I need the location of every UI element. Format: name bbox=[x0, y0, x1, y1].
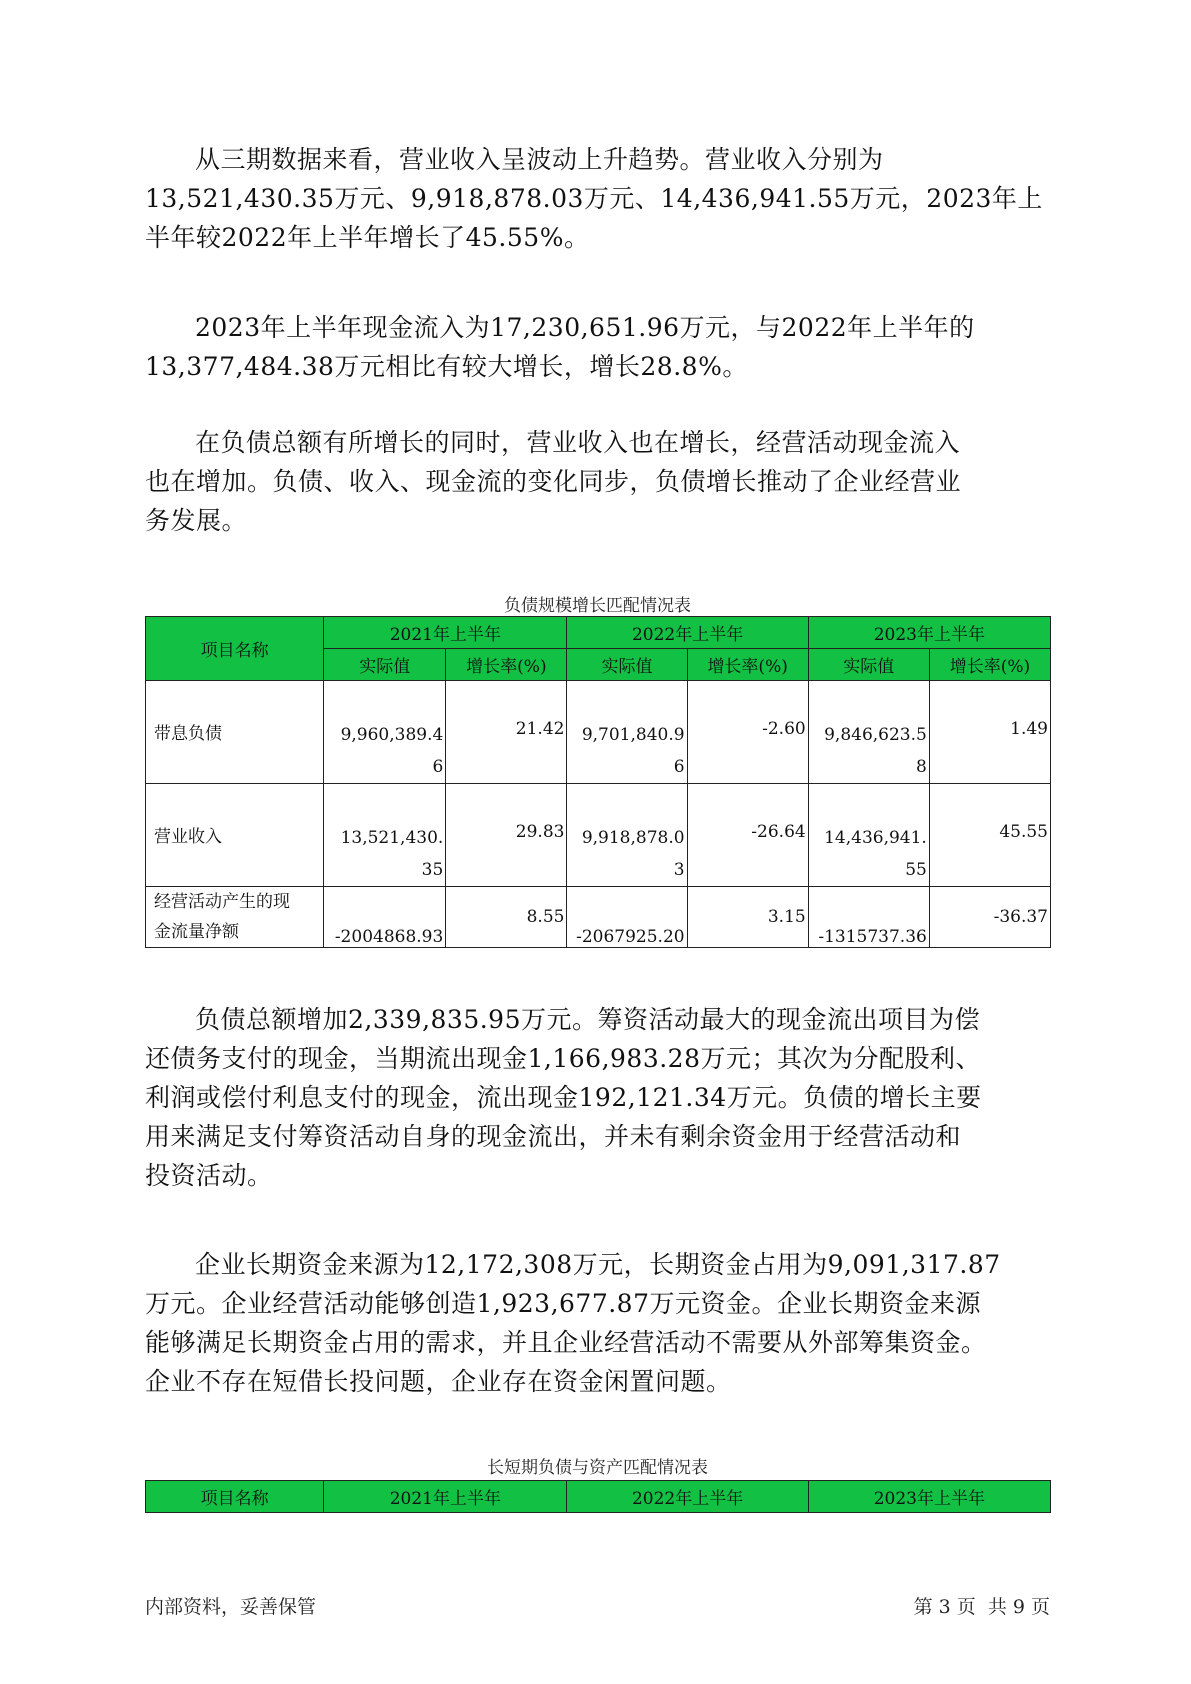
cell-text: 55 bbox=[905, 860, 927, 880]
paragraph-line: 企业不存在短借长投问题，企业存在资金闲置问题。 bbox=[145, 1367, 732, 1396]
cell-text: 9,701,840.9 bbox=[581, 725, 685, 745]
row-name bbox=[146, 784, 324, 887]
table-row bbox=[146, 784, 1051, 887]
paragraph-3 bbox=[145, 423, 1050, 540]
header-period: 2021年上半年 bbox=[324, 1481, 567, 1513]
cell-text: 14,436,941. bbox=[824, 828, 927, 848]
cell-text: 35 bbox=[421, 860, 444, 880]
table-row bbox=[146, 681, 1051, 784]
footer-confidential-note: 内部资料，妥善保管 bbox=[145, 1596, 317, 1618]
cell-rate: 8.55 bbox=[446, 887, 567, 948]
paragraph-4 bbox=[145, 1000, 1050, 1195]
paragraph-line: 万元。企业经营活动能够创造1,923,677.87万元资金。企业长期资金来源 bbox=[145, 1289, 981, 1318]
paragraph-line: 还债务支付的现金，当期流出现金1,166,983.28万元；其次为分配股利、 bbox=[145, 1044, 981, 1073]
cell-text: 13,521,430. bbox=[340, 828, 444, 848]
cell-text: 29.83 bbox=[515, 822, 565, 842]
cell-text: -26.64 bbox=[751, 822, 806, 842]
cell-text: 9,846,623.5 bbox=[824, 725, 927, 745]
paragraph-line: 半年较2022年上半年增长了45.55%。 bbox=[145, 223, 590, 252]
cell-actual bbox=[324, 681, 446, 784]
cell-text: 9,918,878.0 bbox=[581, 828, 685, 848]
header-period: 2023年上半年 bbox=[808, 1481, 1050, 1513]
cell-rate bbox=[446, 681, 567, 784]
cell-text: 21.42 bbox=[515, 719, 565, 739]
header-actual: 实际值 bbox=[808, 649, 929, 681]
header-period: 2022年上半年 bbox=[567, 1481, 808, 1513]
row-name-text: 金流量净额 bbox=[154, 922, 239, 942]
header-period: 2021年上半年 bbox=[324, 617, 567, 649]
cell-text: 6 bbox=[673, 757, 685, 777]
cell-text: 8 bbox=[916, 757, 927, 777]
paragraph-5 bbox=[145, 1245, 1050, 1401]
row-name-text: 营业收入 bbox=[154, 827, 222, 847]
cell-text: 9,960,389.4 bbox=[340, 725, 444, 745]
paragraph-line: 从三期数据来看，营业收入呈波动上升趋势。营业收入分别为 bbox=[195, 145, 884, 174]
cell-text: -2.60 bbox=[762, 719, 806, 739]
paragraph-line: 利润或偿付利息支付的现金，流出现金192,121.34万元。负债的增长主要 bbox=[145, 1083, 982, 1112]
row-name bbox=[146, 887, 324, 948]
header-rate: 增长率(%) bbox=[446, 649, 567, 681]
cell-text: 6 bbox=[432, 757, 444, 777]
cell-text: 1.49 bbox=[1010, 719, 1048, 739]
row-name-text: 经营活动产生的现 bbox=[154, 892, 290, 912]
cell-rate bbox=[446, 784, 567, 887]
cell-text: 45.55 bbox=[999, 822, 1048, 842]
paragraph-line: 13,521,430.35万元、9,918,878.03万元、14,436,941.55万元，2023年上 bbox=[145, 184, 1043, 213]
cell-rate bbox=[687, 784, 808, 887]
paragraph-line: 13,377,484.38万元相比有较大增长，增长28.8%。 bbox=[145, 352, 748, 381]
header-actual: 实际值 bbox=[567, 649, 687, 681]
cell-rate: -36.37 bbox=[929, 887, 1050, 948]
cell-rate: 3.15 bbox=[687, 887, 808, 948]
header-rate: 增长率(%) bbox=[687, 649, 808, 681]
paragraph-line: 企业长期资金来源为12,172,308万元，长期资金占用为9,091,317.87 bbox=[195, 1250, 1001, 1279]
paragraph-2 bbox=[145, 308, 1050, 386]
paragraph-line: 负债总额增加2,339,835.95万元。筹资活动最大的现金流出项目为偿 bbox=[195, 1005, 980, 1034]
cell-text: 3 bbox=[673, 860, 685, 880]
header-item-name: 项目名称 bbox=[146, 617, 324, 681]
debt-growth-table bbox=[145, 616, 1051, 948]
paragraph-line: 2023年上半年现金流入为17,230,651.96万元，与2022年上半年的 bbox=[195, 313, 975, 342]
row-name-text: 带息负债 bbox=[154, 724, 222, 744]
paragraph-line: 投资活动。 bbox=[145, 1161, 273, 1190]
cell-actual: -2004868.93 bbox=[324, 887, 446, 948]
paragraph-line: 能够满足长期资金占用的需求，并且企业经营活动不需要从外部筹集资金。 bbox=[145, 1328, 987, 1357]
cell-actual bbox=[567, 681, 687, 784]
cell-actual bbox=[808, 784, 929, 887]
header-period: 2022年上半年 bbox=[567, 617, 808, 649]
cell-rate bbox=[929, 681, 1050, 784]
header-rate: 增长率(%) bbox=[929, 649, 1050, 681]
cell-actual: -2067925.20 bbox=[567, 887, 687, 948]
cell-rate bbox=[687, 681, 808, 784]
table-caption-debt-growth: 负债规模增长匹配情况表 bbox=[504, 596, 691, 616]
table-caption-term-matching: 长短期负债与资产匹配情况表 bbox=[487, 1458, 708, 1478]
paragraph-line: 用来满足支付筹资活动自身的现金流出，并未有剩余资金用于经营活动和 bbox=[145, 1122, 962, 1151]
paragraph-line: 也在增加。负债、收入、现金流的变化同步，负债增长推动了企业经营业 bbox=[145, 467, 962, 496]
header-period: 2023年上半年 bbox=[808, 617, 1050, 649]
cell-actual bbox=[324, 784, 446, 887]
table-row bbox=[146, 887, 1051, 948]
cell-actual: -1315737.36 bbox=[808, 887, 929, 948]
paragraph-line: 在负债总额有所增长的同时，营业收入也在增长，经营活动现金流入 bbox=[195, 428, 961, 457]
header-actual: 实际值 bbox=[324, 649, 446, 681]
header-item-name: 项目名称 bbox=[146, 1481, 324, 1513]
footer-page-number: 第 3 页 共 9 页 bbox=[913, 1596, 1050, 1618]
cell-actual bbox=[808, 681, 929, 784]
row-name bbox=[146, 681, 324, 784]
paragraph-line: 务发展。 bbox=[145, 506, 248, 535]
term-matching-table bbox=[145, 1480, 1051, 1513]
cell-actual bbox=[567, 784, 687, 887]
cell-rate bbox=[929, 784, 1050, 887]
paragraph-1 bbox=[145, 140, 1050, 257]
